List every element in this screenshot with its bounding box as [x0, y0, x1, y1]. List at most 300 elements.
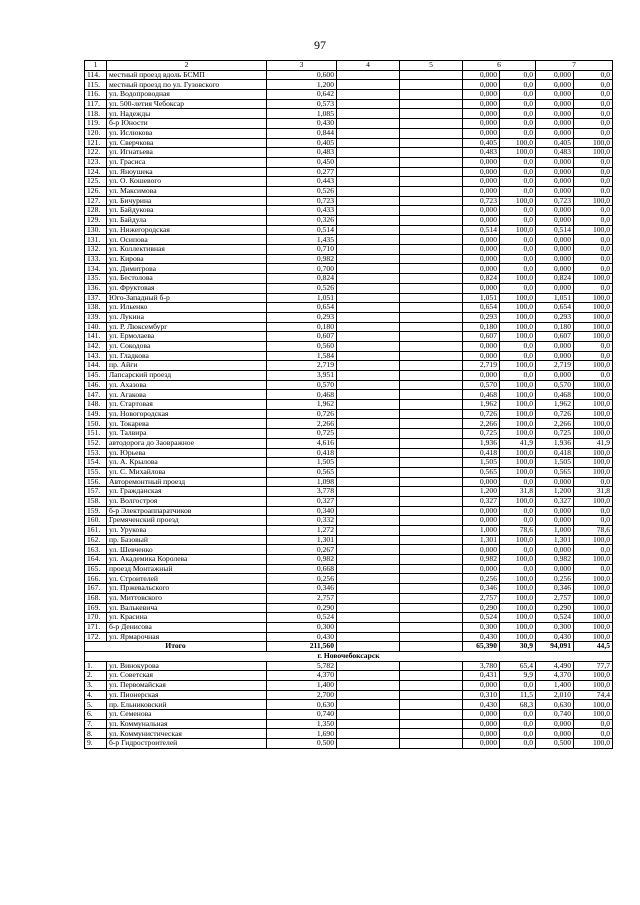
table-cell: ул. Надежды — [107, 109, 267, 119]
table-cell: 8. — [85, 729, 107, 739]
table-cell: ул. Лукина — [107, 312, 267, 322]
table-cell: 0,0 — [500, 545, 536, 555]
table-cell: 100,0 — [500, 390, 536, 400]
table-cell: 0,700 — [267, 264, 337, 274]
table-cell: 2,266 — [267, 419, 337, 429]
table-row — [85, 526, 613, 536]
table-cell: 150. — [85, 419, 107, 429]
table-cell: 0,0 — [574, 283, 613, 293]
table-cell: 0,524 — [536, 613, 574, 623]
table-cell: 121. — [85, 138, 107, 148]
table-cell: 0,600 — [267, 70, 337, 80]
table-row — [85, 584, 613, 594]
table-cell: 0,0 — [574, 80, 613, 90]
table-cell: 100,0 — [500, 603, 536, 613]
table-cell: ул. Семенова — [107, 710, 267, 720]
table-cell: ул. Грасиса — [107, 157, 267, 167]
table-cell: 100,0 — [500, 225, 536, 235]
table-cell: 100,0 — [574, 613, 613, 623]
table-cell — [400, 371, 463, 381]
table-cell: 100,0 — [500, 613, 536, 623]
table-cell: 146. — [85, 380, 107, 390]
table-cell: 100,0 — [500, 293, 536, 303]
table-cell: 0,000 — [536, 90, 574, 100]
table-cell: 0,514 — [536, 225, 574, 235]
table-cell: 100,0 — [574, 671, 613, 681]
table-row — [85, 487, 613, 497]
table-cell: 144. — [85, 361, 107, 371]
table-cell: 138. — [85, 303, 107, 313]
table-cell — [400, 206, 463, 216]
table-cell — [337, 177, 400, 187]
table-row — [85, 390, 613, 400]
table-cell: 0,000 — [536, 245, 574, 255]
table-cell: ул. Гладкова — [107, 351, 267, 361]
table-cell: 4,616 — [267, 438, 337, 448]
table-cell: 1,690 — [267, 729, 337, 739]
table-cell: 125. — [85, 177, 107, 187]
table-cell: 0,000 — [536, 516, 574, 526]
table-cell: 1,085 — [267, 109, 337, 119]
table-cell — [400, 564, 463, 574]
table-cell: 0,0 — [574, 235, 613, 245]
table-cell: ул. Коммунальная — [107, 719, 267, 729]
table-row — [85, 303, 613, 313]
table-cell: 0,290 — [536, 603, 574, 613]
table-cell: 100,0 — [574, 603, 613, 613]
table-cell: 1,400 — [536, 681, 574, 691]
table-cell: 0,327 — [267, 496, 337, 506]
table-row — [85, 448, 613, 458]
table-cell: 0,000 — [536, 506, 574, 516]
table-cell: 65,4 — [500, 661, 536, 671]
table-cell: автодорога до Заовражное — [107, 438, 267, 448]
table-cell: 0,630 — [536, 700, 574, 710]
table-cell: 0,0 — [574, 157, 613, 167]
table-cell — [400, 710, 463, 720]
table-cell: 0,0 — [500, 80, 536, 90]
table-cell: 0,723 — [536, 196, 574, 206]
table-cell: ул. Сверчкова — [107, 138, 267, 148]
table-cell — [400, 506, 463, 516]
table-cell: 0,982 — [536, 555, 574, 565]
table-cell — [337, 574, 400, 584]
table-cell: 0,0 — [500, 681, 536, 691]
table-cell: 0,000 — [536, 729, 574, 739]
table-cell — [337, 535, 400, 545]
table-row — [85, 516, 613, 526]
table-cell: 0,000 — [536, 186, 574, 196]
table-cell: 0,0 — [500, 254, 536, 264]
table-cell: 100,0 — [574, 584, 613, 594]
table-cell: 0,0 — [500, 477, 536, 487]
table-cell — [337, 312, 400, 322]
table-cell — [337, 390, 400, 400]
table-cell — [400, 322, 463, 332]
table-cell: ул. Винокурова — [107, 661, 267, 671]
table-cell: 0,000 — [463, 477, 500, 487]
table-cell: 0,726 — [536, 409, 574, 419]
table-cell: 0,0 — [500, 371, 536, 381]
table-cell: ул. Строителей — [107, 574, 267, 584]
table-cell: 4,370 — [267, 671, 337, 681]
table-cell: 0,723 — [463, 196, 500, 206]
table-cell — [337, 448, 400, 458]
table-cell: 114. — [85, 70, 107, 80]
table-cell: 0,000 — [463, 157, 500, 167]
table-cell: 0,000 — [536, 371, 574, 381]
table-cell: 0,000 — [463, 283, 500, 293]
table-cell: ул. Ахазова — [107, 380, 267, 390]
table-cell — [337, 458, 400, 468]
table-row — [85, 700, 613, 710]
table-cell: 118. — [85, 109, 107, 119]
table-cell: 0,0 — [500, 351, 536, 361]
table-cell: ул. Нижегородская — [107, 225, 267, 235]
table-cell: 116. — [85, 90, 107, 100]
table-cell: 0,000 — [463, 119, 500, 129]
table-cell: 0,430 — [463, 700, 500, 710]
table-cell — [337, 80, 400, 90]
table-cell: 0,0 — [574, 729, 613, 739]
table-cell: 100,0 — [574, 710, 613, 720]
table-cell: 0,0 — [574, 254, 613, 264]
table-cell: 100,0 — [574, 467, 613, 477]
header-col-1: 1 — [85, 61, 107, 71]
table-cell: 100,0 — [574, 593, 613, 603]
table-cell: 168. — [85, 593, 107, 603]
table-row — [85, 613, 613, 623]
table-cell: 0,630 — [267, 700, 337, 710]
table-cell: 100,0 — [574, 555, 613, 565]
table-cell: 0,000 — [536, 167, 574, 177]
table-cell: 0,000 — [536, 99, 574, 109]
table-cell — [337, 138, 400, 148]
table-cell — [400, 293, 463, 303]
table-cell — [337, 293, 400, 303]
table-cell: 100,0 — [574, 496, 613, 506]
table-cell: 0,000 — [536, 477, 574, 487]
table-cell: 159. — [85, 506, 107, 516]
table-cell: 100,0 — [500, 622, 536, 632]
total-label: Итого — [85, 642, 267, 652]
table-row — [85, 99, 613, 109]
table-cell — [400, 99, 463, 109]
table-cell: 0,524 — [463, 613, 500, 623]
table-cell: 0,982 — [463, 555, 500, 565]
table-cell: 0,327 — [536, 496, 574, 506]
table-cell: 129. — [85, 216, 107, 226]
table-cell: 3,780 — [463, 661, 500, 671]
table-cell: 1,000 — [536, 526, 574, 536]
table-cell: 126. — [85, 186, 107, 196]
table-cell: 100,0 — [574, 148, 613, 158]
table-cell: 1,051 — [536, 293, 574, 303]
table-cell: 100,0 — [500, 409, 536, 419]
table-row — [85, 283, 613, 293]
table-cell — [400, 603, 463, 613]
table-cell: 100,0 — [574, 622, 613, 632]
table-cell — [337, 710, 400, 720]
table-cell: 31,8 — [500, 487, 536, 497]
table-cell — [400, 477, 463, 487]
table-cell — [337, 128, 400, 138]
table-cell: 0,000 — [536, 70, 574, 80]
table-row — [85, 719, 613, 729]
table-cell: 0,654 — [463, 303, 500, 313]
table-cell: 3,778 — [267, 487, 337, 497]
table-cell: 1,200 — [536, 487, 574, 497]
table-cell: 0,000 — [463, 739, 500, 749]
table-cell: 0,824 — [463, 274, 500, 284]
table-row — [85, 545, 613, 555]
table-cell — [337, 477, 400, 487]
table-cell: 0,0 — [574, 109, 613, 119]
table-cell — [400, 390, 463, 400]
table-cell: 124. — [85, 167, 107, 177]
table-cell: 100,0 — [574, 535, 613, 545]
table-cell: 1,435 — [267, 235, 337, 245]
table-row — [85, 371, 613, 381]
table-cell: 0,405 — [463, 138, 500, 148]
table-cell — [400, 467, 463, 477]
table-cell: 0,000 — [536, 177, 574, 187]
table-cell — [400, 419, 463, 429]
table-cell: 0,526 — [267, 283, 337, 293]
table-cell: 0,000 — [463, 245, 500, 255]
table-cell: ул. Гражданская — [107, 487, 267, 497]
table-cell: ул. Юрьева — [107, 448, 267, 458]
table-cell: 100,0 — [500, 303, 536, 313]
table-cell — [400, 361, 463, 371]
table-cell: 0,418 — [463, 448, 500, 458]
table-cell: 1,584 — [267, 351, 337, 361]
table-cell — [337, 729, 400, 739]
table-cell: 0,290 — [267, 603, 337, 613]
table-cell — [400, 448, 463, 458]
table-cell: 0,180 — [536, 322, 574, 332]
table-cell: 100,0 — [500, 196, 536, 206]
table-cell: ул. Фруктовая — [107, 283, 267, 293]
table-cell — [400, 661, 463, 671]
table-cell: 123. — [85, 157, 107, 167]
table-cell: 117. — [85, 99, 107, 109]
table-cell: 0,431 — [463, 671, 500, 681]
table-cell: 141. — [85, 332, 107, 342]
table-cell: 171. — [85, 622, 107, 632]
table-cell: 100,0 — [574, 419, 613, 429]
table-cell — [337, 90, 400, 100]
table-cell — [400, 574, 463, 584]
table-cell — [337, 148, 400, 158]
table-cell — [400, 487, 463, 497]
table-cell: 100,0 — [500, 448, 536, 458]
table-cell — [400, 245, 463, 255]
table-cell — [400, 70, 463, 80]
table-cell: 161. — [85, 526, 107, 536]
table-cell: 0,430 — [267, 119, 337, 129]
table-cell: 4,490 — [536, 661, 574, 671]
table-cell: 1,505 — [463, 458, 500, 468]
table-cell: 0,300 — [536, 622, 574, 632]
page-number: 97 — [314, 38, 326, 52]
table-cell: ул. Пионерская — [107, 690, 267, 700]
table-cell: 100,0 — [500, 467, 536, 477]
table-cell: 0,000 — [536, 341, 574, 351]
table-cell: 0,180 — [463, 322, 500, 332]
table-cell — [337, 429, 400, 439]
table-row — [85, 409, 613, 419]
table-cell: 145. — [85, 371, 107, 381]
table-cell: 2. — [85, 671, 107, 681]
table-row — [85, 622, 613, 632]
table-cell: 153. — [85, 448, 107, 458]
table-cell — [337, 603, 400, 613]
table-cell: 0,000 — [536, 157, 574, 167]
table-cell: 2,010 — [536, 690, 574, 700]
table-cell — [400, 216, 463, 226]
table-cell: 0,468 — [536, 390, 574, 400]
table-cell — [337, 380, 400, 390]
table-cell: 154. — [85, 458, 107, 468]
table-cell: 0,000 — [463, 564, 500, 574]
table-cell: 162. — [85, 535, 107, 545]
table-cell: 0,668 — [267, 564, 337, 574]
table-cell — [337, 632, 400, 642]
table-cell: 0,710 — [267, 245, 337, 255]
table-cell: 158. — [85, 496, 107, 506]
table-cell: 0,607 — [267, 332, 337, 342]
table-cell — [400, 312, 463, 322]
table-cell: ул. Кирова — [107, 254, 267, 264]
table-cell: 0,443 — [267, 177, 337, 187]
table-cell: б-р Юности — [107, 119, 267, 129]
table-cell: 9,9 — [500, 671, 536, 681]
table-cell: 3,951 — [267, 371, 337, 381]
table-cell: 0,000 — [536, 109, 574, 119]
table-cell — [400, 526, 463, 536]
table-cell: 0,0 — [574, 186, 613, 196]
table-cell — [337, 274, 400, 284]
table-cell: 0,180 — [267, 322, 337, 332]
table-cell: 100,0 — [574, 632, 613, 642]
table-cell: ул. Байдула — [107, 216, 267, 226]
table-cell — [400, 429, 463, 439]
table-cell — [337, 467, 400, 477]
table-cell: 0,000 — [463, 80, 500, 90]
table-cell — [400, 535, 463, 545]
table-cell: 2,266 — [463, 419, 500, 429]
table-cell: 155. — [85, 467, 107, 477]
table-cell: 115. — [85, 80, 107, 90]
section-title: г. Новочебоксарск — [85, 651, 613, 661]
table-row — [85, 264, 613, 274]
table-cell: 0,560 — [267, 341, 337, 351]
table-cell — [400, 545, 463, 555]
table-cell — [337, 157, 400, 167]
table-cell: 4. — [85, 690, 107, 700]
table-cell — [400, 700, 463, 710]
table-cell: 0,0 — [500, 99, 536, 109]
table-cell: 0,0 — [500, 739, 536, 749]
table-cell: ул. Р. Люксембург — [107, 322, 267, 332]
table-cell: 0,000 — [463, 109, 500, 119]
table-cell: 163. — [85, 545, 107, 555]
table-cell: б-р Денисова — [107, 622, 267, 632]
table-cell: 1,400 — [267, 681, 337, 691]
table-row — [85, 380, 613, 390]
table-cell: б-р Гидростроителей — [107, 739, 267, 749]
table-cell: 100,0 — [500, 535, 536, 545]
table-cell — [337, 661, 400, 671]
table-row — [85, 429, 613, 439]
table-cell: 0,0 — [500, 177, 536, 187]
table-cell — [337, 196, 400, 206]
table-cell: 1,936 — [536, 438, 574, 448]
table-cell: б-р Электроаппаратчиков — [107, 506, 267, 516]
table-cell: 136. — [85, 283, 107, 293]
table-cell — [400, 632, 463, 642]
table-cell: ул. Красина — [107, 613, 267, 623]
table-cell — [337, 487, 400, 497]
table-cell: 0,0 — [500, 186, 536, 196]
table-cell: 0,267 — [267, 545, 337, 555]
table-cell: 128. — [85, 206, 107, 216]
table-cell: 0,0 — [500, 128, 536, 138]
table-cell — [400, 264, 463, 274]
table-cell: 0,430 — [463, 632, 500, 642]
table-cell: 0,293 — [463, 312, 500, 322]
table-row — [85, 80, 613, 90]
table-cell: 31,8 — [574, 487, 613, 497]
table-cell: 2,757 — [267, 593, 337, 603]
table-cell: 2,757 — [536, 593, 574, 603]
table-row — [85, 312, 613, 322]
table-cell: 5. — [85, 700, 107, 710]
table-cell — [337, 613, 400, 623]
table-cell: 100,0 — [500, 274, 536, 284]
table-cell: 0,346 — [267, 584, 337, 594]
table-cell — [337, 526, 400, 536]
table-cell — [337, 555, 400, 565]
table-cell: ул. Бестолова — [107, 274, 267, 284]
table-cell: 100,0 — [500, 429, 536, 439]
table-cell — [400, 235, 463, 245]
table-cell: 0,418 — [536, 448, 574, 458]
header-col-2: 2 — [107, 61, 267, 71]
table-cell: 0,0 — [574, 351, 613, 361]
table-cell: 0,000 — [463, 235, 500, 245]
table-cell: 0,000 — [463, 177, 500, 187]
table-row — [85, 632, 613, 642]
table-cell — [337, 564, 400, 574]
table-cell — [400, 555, 463, 565]
table-cell: ул. Талвира — [107, 429, 267, 439]
table-cell: 100,0 — [574, 293, 613, 303]
table-cell: ул. Ильенко — [107, 303, 267, 313]
table-cell: 0,000 — [536, 80, 574, 90]
table-cell: 0,430 — [536, 632, 574, 642]
table-cell — [337, 322, 400, 332]
table-cell — [337, 264, 400, 274]
table-cell: 0,726 — [463, 409, 500, 419]
table-cell: 0,725 — [267, 429, 337, 439]
table-cell — [400, 167, 463, 177]
table-cell: 0,346 — [536, 584, 574, 594]
table-row — [85, 196, 613, 206]
table-row — [85, 681, 613, 691]
table-cell: 0,000 — [463, 710, 500, 720]
